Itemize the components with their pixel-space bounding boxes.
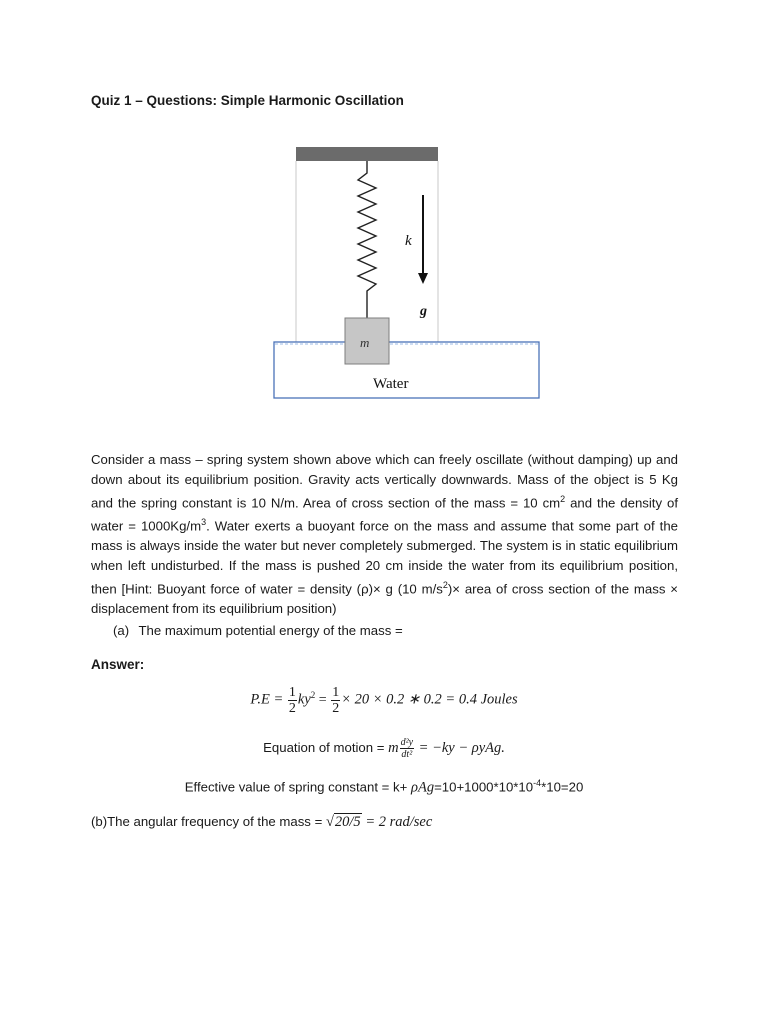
esc-exponent: -4	[533, 778, 542, 788]
superscript-s2: 2	[442, 579, 448, 590]
ceiling-support	[296, 147, 438, 161]
spring-mass-figure	[270, 140, 545, 405]
superscript-m3: 3	[201, 516, 207, 527]
fraction-denominator: 2	[288, 701, 296, 716]
answer-heading: Answer:	[91, 657, 145, 672]
esc-prefix: Effective value of spring constant = k+	[184, 779, 411, 795]
eom-rhs: = −ky − ρyAg.	[415, 739, 505, 756]
question-b-result: = 2 rad/sec	[361, 814, 433, 830]
eom-mass: m	[388, 739, 399, 756]
question-a-label: (a)	[113, 623, 130, 638]
fraction-numerator: 1	[288, 685, 296, 700]
water-label: Water	[373, 376, 409, 392]
spring	[358, 161, 376, 318]
fraction-numerator-2: 1	[332, 685, 340, 700]
esc-rest: =10+1000*10*10	[434, 779, 534, 795]
esc-term: ρAg	[411, 779, 435, 796]
pe-rhs: × 20 × 0.2 ∗ 0.2 = 0.4 Joules	[341, 691, 518, 708]
pe-equals: =	[315, 692, 331, 708]
mass-label: m	[360, 335, 370, 350]
potential-energy-equation	[0, 685, 768, 716]
superscript-cm2: 2	[560, 493, 566, 504]
pe-ky: ky	[297, 691, 311, 708]
fraction-half-2	[331, 685, 340, 716]
question-a-text: The maximum potential energy of the mass =	[138, 623, 403, 638]
second-derivative	[400, 737, 414, 760]
pe-lhs: P.E =	[250, 691, 287, 708]
question-a	[113, 623, 403, 638]
radicand: 20/5	[334, 814, 361, 830]
spring-constant-label: k	[405, 233, 412, 249]
equation-of-motion	[0, 737, 768, 760]
derivative-denominator: dt²	[401, 749, 413, 760]
radical-sign: √	[325, 814, 334, 830]
esc-tail: *10=20	[541, 779, 584, 795]
problem-text-3: . Water exerts a buoyant force on the mass and assume that some part of the mass is always inside the water but never completely submerged. The system is in static equilibrium when left undisturbed. If the mass is pushed 20 cm inside the water from its equilibrium position, then [Hint: Buoyant force of water = density (ρ)× g (10 m/s	[91, 518, 678, 596]
pe-exponent: 2	[310, 690, 316, 701]
page-title: Quiz 1 – Questions: Simple Harmonic Oscillation	[91, 93, 404, 108]
gravity-label: g	[420, 304, 427, 319]
problem-statement	[91, 450, 678, 619]
derivative-numerator: d²y	[400, 737, 414, 748]
spring-mass-diagram	[270, 140, 545, 405]
eom-prefix: Equation of motion =	[263, 739, 389, 755]
fraction-denominator-2: 2	[332, 701, 340, 716]
question-b-prefix: (b)The angular frequency of the mass =	[91, 814, 326, 829]
fraction-half	[288, 685, 297, 716]
question-b	[91, 813, 432, 831]
problem-text-2: and the density of water = 1000Kg/m	[91, 494, 678, 534]
gravity-arrow-head	[418, 273, 428, 284]
problem-text-1: Consider a mass – spring system shown above which can freely oscillate (without damping) up and down about its equilibrium position. Gravity acts vertically downwards. Mass of the object is 5 Kg and the spring constant is 10 N/m. Area of cross section of the mass = 10 cm	[91, 452, 678, 510]
problem-text-4: )× area of cross section of the mass × displacement from its equilibrium position)	[91, 580, 678, 616]
effective-spring-constant	[0, 778, 768, 796]
